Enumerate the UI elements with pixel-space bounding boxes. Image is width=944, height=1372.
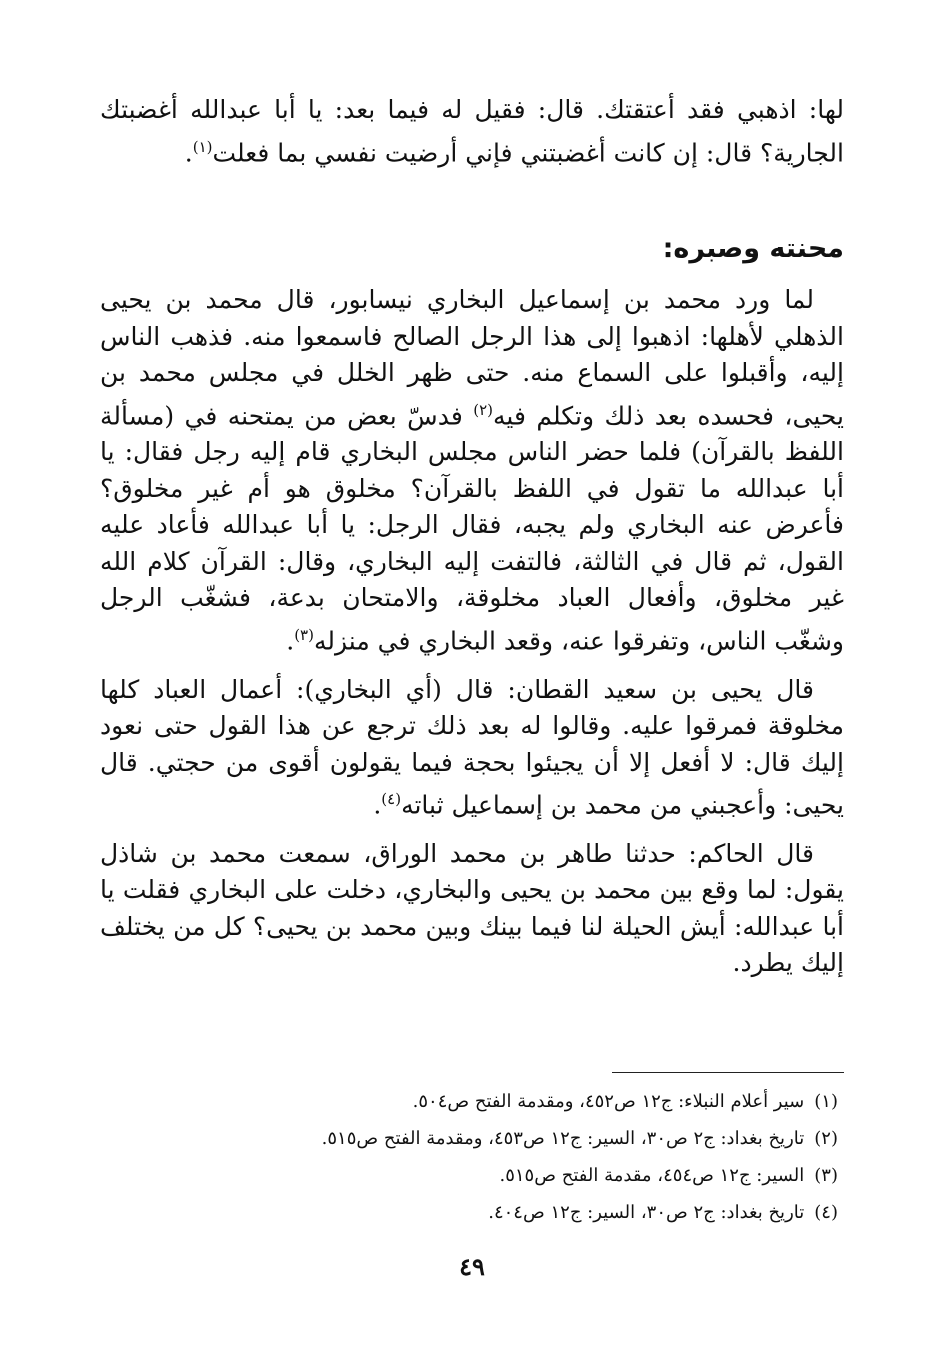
footnote-separator: [612, 1072, 844, 1073]
footnote-text: السير: ج١٢ ص٤٥٤، مقدمة الفتح ص٥١٥.: [499, 1165, 805, 1186]
page-number: ٤٩: [459, 1252, 485, 1281]
footnote-text: سير أعلام النبلاء: ج١٢ ص٤٥٢، ومقدمة الفتح ص٥٠٤.: [412, 1091, 805, 1112]
footnote-1: [100, 1083, 844, 1120]
paragraph-text: قال الحاكم: حدثنا طاهر بن محمد الوراق، سمعت محمد بن شاذل يقول: لما وقع بين محمد بن يحيى والبخاري، دخلت على البخاري فقلت يا أبا عبدالله: أيش الحيلة لنا فيما بينك وبين محمد بن يحيى؟ كل من يختلف إليك يطرد.: [100, 838, 844, 978]
paragraph-end: .: [286, 626, 295, 656]
footnote-ref: (٤): [381, 790, 402, 809]
paragraph-text-cont: فدسّ بعض من يمتحنه في (مسألة اللفظ بالقرآن) فلما حضر الناس مجلس البخاري قام إليه رجل فقال: يا أبا عبدالله ما تقول في اللفظ بالقرآن؟ مخلوق هو أم غير مخلوق؟ فأعرض عنه البخاري ولم يجبه، فقال الرجل: يا أبا عبدالله فأعاد عليه القول، ثم قال في الثالثة، فالتفت إليه البخاري، وقال: القرآن كلام الله غير مخلوق، وأفعال العباد مخلوقة، والامتحان بدعة، فشغّب الرجل وشغّب الناس، وتفرقوا عنه، وقعد البخاري في منزله: [100, 400, 844, 656]
paragraph-text: لما ورد محمد بن إسماعيل البخاري نيسابور، قال محمد بن يحيى الذهلي لأهلها: اذهبوا إلى هذا الرجل الصالح فاسمعوا منه. فذهب الناس إليه، وأقبلوا على السماع منه. حتى ظهر الخلل في مجلس محمد بن يحيى، فحسده بعد ذلك وتكلم فيه: [100, 285, 844, 430]
footnote-number: (٣): [814, 1165, 838, 1186]
paragraph-2: [100, 672, 844, 824]
footnote-3: [100, 1157, 844, 1194]
footnote-number: (٤): [814, 1202, 838, 1223]
footnotes: [100, 1083, 844, 1231]
footnote-text: تاريخ بغداد: ج٢ ص٣٠، السير: ج١٢ ص٤٠٤.: [488, 1202, 805, 1223]
intro-text: لها: اذهبي فقد أعتقتك. قال: فقيل له فيما بعد: يا أبا عبدالله أغضبتك الجارية؟ قال: إن كانت أغضبتني فإني أرضيت نفسي بما فعلت: [100, 95, 844, 167]
footnote-2: [100, 1120, 844, 1157]
paragraph-text: قال يحيى بن سعيد القطان: قال (أي البخاري): أعمال العباد كلها مخلوقة فمرقوا عليه. وقالوا له بعد ذلك ترجع عن هذا القول حتى نعود إليك قال: لا أفعل إلا أن يجيئوا بحجة فيما يقولون أقوى من حجتي. قال يحيى: وأعجبني من محمد بن إسماعيل ثباته: [100, 674, 844, 820]
footnote-ref: (٣): [294, 625, 314, 644]
paragraph-3: [100, 836, 844, 982]
footnote-number: (١): [814, 1091, 838, 1112]
section-body: [100, 282, 844, 994]
footnote-ref: (٢): [473, 400, 493, 419]
footnote-text: تاريخ بغداد: ج٢ ص٣٠، السير: ج١٢ ص٤٥٣، ومقدمة الفتح ص٥١٥.: [321, 1128, 805, 1149]
paragraph-1: [100, 282, 844, 660]
section-heading: محنته وصبره:: [662, 233, 844, 264]
footnote-4: [100, 1194, 844, 1231]
intro-end: .: [184, 137, 193, 167]
paragraph-end: .: [373, 790, 382, 820]
footnote-number: (٢): [814, 1128, 838, 1149]
footnote-ref: (١): [192, 137, 213, 156]
intro-paragraph: [100, 92, 844, 171]
